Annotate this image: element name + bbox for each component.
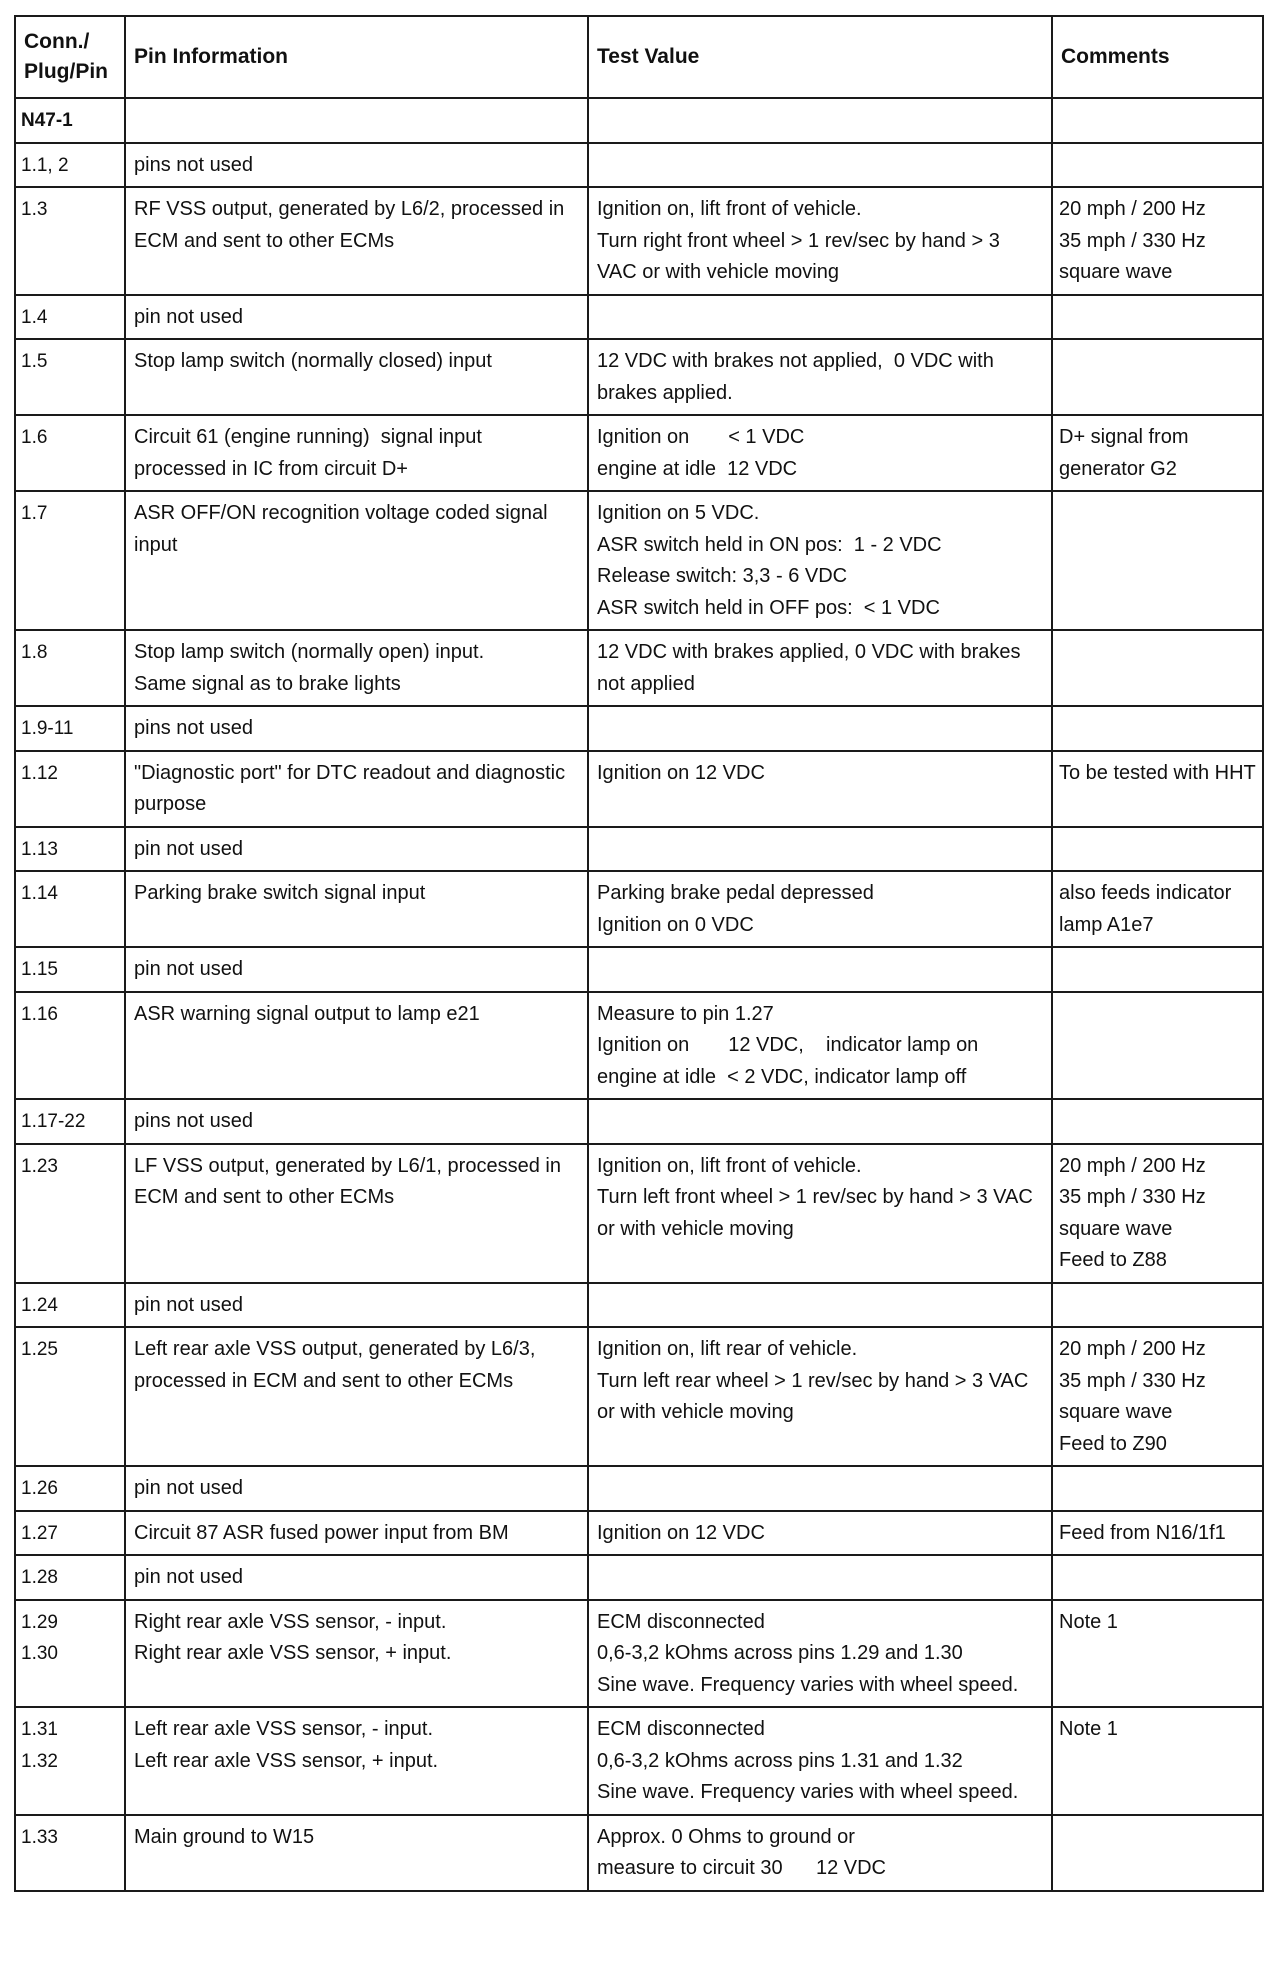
test-value-text: Ignition on, lift front of vehicle. [597, 1154, 862, 1177]
table-row [15, 491, 1263, 630]
pin-text: 1.12 [21, 762, 58, 784]
table-row [15, 630, 1263, 706]
table-row [15, 1555, 1263, 1600]
test-value-text: Ignition on 12 VDC, indicator lamp on [597, 1034, 979, 1056]
pin-text: 1.23 [21, 1155, 58, 1177]
pin-information-cell [125, 1283, 588, 1328]
test-value-cell [588, 1511, 1052, 1556]
pin-text: 1.33 [21, 1826, 58, 1848]
pin-information-text: LF VSS output, generated by L6/1, processed in ECM and sent to other ECMs [134, 1154, 567, 1208]
comments-cell [1052, 827, 1263, 872]
comments-cell [1052, 415, 1263, 491]
test-value-cell [588, 947, 1052, 992]
test-value-text: Sine wave. Frequency varies with wheel speed. [597, 1673, 1019, 1696]
test-value-cell [588, 992, 1052, 1100]
pin-information-text: pin not used [134, 958, 243, 980]
comments-text: 20 mph / 200 Hz [1059, 198, 1206, 220]
table-row [15, 187, 1263, 295]
pin-cell [15, 706, 125, 751]
pin-cell [15, 1511, 125, 1556]
test-value-text: Ignition on 5 VDC. [597, 502, 760, 524]
test-value-text: 12 VDC with brakes not applied, 0 VDC with brakes applied. [597, 350, 1000, 404]
test-value-cell [588, 339, 1052, 415]
pin-information-text: pin not used [134, 837, 243, 860]
test-value-text: Release switch: 3,3 - 6 VDC [597, 565, 848, 587]
pin-information-text: pin not used [134, 305, 243, 328]
pin-information-text: ASR warning signal output to lamp e21 [134, 1002, 480, 1025]
pin-information-text: Right rear axle VSS sensor, + input. [134, 1642, 452, 1664]
pin-information-cell [125, 1327, 588, 1466]
pin-text: N47-1 [21, 110, 73, 131]
pin-information-cell [125, 1144, 588, 1283]
table-row [15, 1144, 1263, 1283]
pin-text: 1.16 [21, 1003, 58, 1025]
pin-text: 1.8 [21, 642, 48, 663]
pin-information-cell [125, 1555, 588, 1600]
test-value-cell [588, 1099, 1052, 1144]
table-row [15, 706, 1263, 751]
pin-cell [15, 751, 125, 827]
header-conn-line2: Plug/Pin [24, 60, 108, 83]
pin-text: 1.26 [21, 1478, 58, 1499]
comments-cell [1052, 1555, 1263, 1600]
pin-cell [15, 1283, 125, 1328]
table-row [15, 1099, 1263, 1144]
comments-text: D+ signal from generator G2 [1059, 426, 1195, 480]
comments-cell [1052, 947, 1263, 992]
test-value-cell [588, 187, 1052, 295]
pin-text: 1.28 [21, 1567, 58, 1588]
header-conn-line1: Conn./ [24, 30, 90, 53]
pin-information-text: pin not used [134, 1477, 243, 1499]
table-row [15, 1283, 1263, 1328]
pin-information-cell [125, 1466, 588, 1511]
test-value-cell [588, 751, 1052, 827]
test-value-text: Ignition on 12 VDC [597, 761, 765, 784]
pin-text: 1.24 [21, 1294, 58, 1316]
comments-cell [1052, 1327, 1263, 1466]
test-value-text: Ignition on 0 VDC [597, 913, 754, 936]
table-row [15, 1511, 1263, 1556]
test-value-text: Turn right front wheel > 1 rev/sec by hand > 3 VAC or with vehicle moving [597, 229, 1006, 283]
test-value-cell [588, 491, 1052, 630]
test-value-text: ECM disconnected [597, 1610, 765, 1633]
pin-text: 1.15 [21, 959, 58, 980]
test-value-text: Approx. 0 Ohms to ground or [597, 1825, 855, 1848]
pin-information-cell [125, 187, 588, 295]
pin-information-cell [125, 706, 588, 751]
comments-cell [1052, 1815, 1263, 1891]
test-value-text: ASR switch held in ON pos: 1 - 2 VDC [597, 533, 942, 556]
table-row [15, 1815, 1263, 1891]
pin-text: 1.6 [21, 427, 48, 448]
pin-text: 1.32 [21, 1750, 58, 1772]
pin-information-cell [125, 1707, 588, 1815]
pin-text: 1.27 [21, 1522, 58, 1544]
table-row [15, 339, 1263, 415]
comments-text: 20 mph / 200 Hz [1059, 1338, 1206, 1360]
pin-information-cell [125, 415, 588, 491]
pin-information-table [14, 15, 1264, 1892]
pin-cell [15, 1099, 125, 1144]
comments-cell [1052, 295, 1263, 340]
table-row [15, 1327, 1263, 1466]
comments-cell [1052, 871, 1263, 947]
test-value-text: Parking brake pedal depressed [597, 882, 874, 904]
table-row [15, 1707, 1263, 1815]
pin-information-text: pin not used [134, 1566, 243, 1588]
comments-text: Feed to Z88 [1059, 1249, 1167, 1271]
pin-text: 1.1, 2 [21, 154, 69, 176]
pin-information-cell [125, 491, 588, 630]
pin-information-cell [125, 1600, 588, 1708]
pin-information-text: Circuit 87 ASR fused power input from BM [134, 1521, 509, 1544]
test-value-cell [588, 1600, 1052, 1708]
pin-text: 1.4 [21, 306, 48, 328]
test-value-cell [588, 630, 1052, 706]
pin-information-cell [125, 992, 588, 1100]
pin-information-cell [125, 630, 588, 706]
test-value-cell [588, 143, 1052, 188]
comments-cell [1052, 751, 1263, 827]
pin-cell [15, 295, 125, 340]
pin-cell [15, 143, 125, 188]
comments-text: 35 mph / 330 Hz [1059, 1186, 1206, 1208]
pin-cell [15, 630, 125, 706]
test-value-text: 12 VDC with brakes applied, 0 VDC with brakes not applied [597, 641, 1027, 695]
comments-cell [1052, 339, 1263, 415]
comments-text: square wave [1059, 1217, 1173, 1240]
pin-information-text: Left rear axle VSS sensor, - input. [134, 1718, 434, 1740]
pin-information-text: ASR OFF/ON recognition voltage coded signal input [134, 502, 554, 556]
pin-cell [15, 1707, 125, 1815]
test-value-text: 0,6-3,2 kOhms across pins 1.29 and 1.30 [597, 1642, 963, 1664]
pin-cell [15, 98, 125, 143]
table-body [15, 98, 1263, 1891]
test-value-text: 0,6-3,2 kOhms across pins 1.31 and 1.32 [597, 1749, 963, 1772]
table-row [15, 992, 1263, 1100]
pin-information-cell [125, 947, 588, 992]
pin-text: 1.5 [21, 351, 48, 372]
comments-text: Note 1 [1059, 1718, 1118, 1740]
pin-information-cell [125, 751, 588, 827]
pin-cell [15, 1555, 125, 1600]
test-value-text: Ignition on 12 VDC [597, 1521, 765, 1544]
pin-cell [15, 491, 125, 630]
pin-information-text: pins not used [134, 153, 253, 176]
pin-information-cell [125, 1099, 588, 1144]
pin-text: 1.13 [21, 838, 58, 860]
comments-cell [1052, 1600, 1263, 1708]
pin-information-text: Stop lamp switch (normally closed) input [134, 350, 492, 372]
pin-information-text: Left rear axle VSS sensor, + input. [134, 1749, 439, 1772]
pin-text: 1.3 [21, 199, 48, 220]
pin-text: 1.29 [21, 1611, 58, 1633]
pin-information-text: Left rear axle VSS output, generated by L6/3, processed in ECM and sent to other ECMs [134, 1338, 541, 1392]
table-row [15, 143, 1263, 188]
test-value-cell [588, 706, 1052, 751]
pin-information-text: Same signal as to brake lights [134, 672, 401, 695]
pin-cell [15, 992, 125, 1100]
pin-information-cell [125, 143, 588, 188]
comments-cell [1052, 143, 1263, 188]
pin-information-text: Right rear axle VSS sensor, - input. [134, 1610, 447, 1633]
pin-information-text: Circuit 61 (engine running) signal input processed in IC from circuit D+ [134, 426, 488, 480]
comments-cell [1052, 1283, 1263, 1328]
pin-text: 1.17-22 [21, 1111, 86, 1132]
header-test-value: Test Value [588, 16, 1052, 98]
test-value-cell [588, 415, 1052, 491]
pin-text: 1.31 [21, 1719, 58, 1740]
comments-cell [1052, 98, 1263, 143]
header-pin-information: Pin Information [125, 16, 588, 98]
pin-cell [15, 415, 125, 491]
comments-cell [1052, 992, 1263, 1100]
pin-text: 1.25 [21, 1339, 58, 1360]
pin-information-text: RF VSS output, generated by L6/2, processed in ECM and sent to other ECMs [134, 198, 570, 252]
table-row [15, 827, 1263, 872]
pin-text: 1.30 [21, 1643, 58, 1664]
pin-information-text: Parking brake switch signal input [134, 882, 426, 904]
comments-text: To be tested with HHT [1059, 761, 1256, 784]
pin-information-text: pins not used [134, 1110, 253, 1132]
pin-cell [15, 1327, 125, 1466]
pin-cell [15, 339, 125, 415]
pin-information-cell [125, 295, 588, 340]
pin-cell [15, 871, 125, 947]
pin-cell [15, 1144, 125, 1283]
comments-text: Note 1 [1059, 1610, 1118, 1633]
pin-information-text: Stop lamp switch (normally open) input. [134, 641, 485, 663]
pin-information-text: "Diagnostic port" for DTC readout and diagnostic purpose [134, 761, 571, 815]
table-row [15, 751, 1263, 827]
header-conn-plug-pin [15, 16, 125, 98]
pin-cell [15, 1600, 125, 1708]
comments-cell [1052, 706, 1263, 751]
test-value-cell [588, 1144, 1052, 1283]
comments-cell [1052, 187, 1263, 295]
pin-text: 1.14 [21, 883, 58, 904]
pin-cell [15, 827, 125, 872]
pin-information-cell [125, 98, 588, 143]
pin-cell [15, 947, 125, 992]
test-value-text: engine at idle 12 VDC [597, 457, 798, 480]
pin-cell [15, 1466, 125, 1511]
pin-information-cell [125, 339, 588, 415]
pin-information-text: Main ground to W15 [134, 1825, 315, 1848]
table-row [15, 415, 1263, 491]
test-value-cell [588, 1327, 1052, 1466]
test-value-text: Turn left front wheel > 1 rev/sec by hand > 3 VAC or with vehicle moving [597, 1186, 1039, 1240]
pin-text: 1.9-11 [21, 718, 74, 739]
table-row [15, 871, 1263, 947]
test-value-cell [588, 1815, 1052, 1891]
header-row [15, 16, 1263, 98]
table-row [15, 98, 1263, 143]
pin-information-cell [125, 827, 588, 872]
test-value-text: Ignition on, lift front of vehicle. [597, 198, 862, 220]
comments-text: 20 mph / 200 Hz [1059, 1154, 1206, 1177]
test-value-text: Measure to pin 1.27 [597, 1002, 774, 1025]
test-value-cell [588, 1283, 1052, 1328]
pin-information-cell [125, 1511, 588, 1556]
test-value-text: Ignition on < 1 VDC [597, 426, 805, 448]
comments-cell [1052, 1466, 1263, 1511]
pin-cell [15, 187, 125, 295]
test-value-cell [588, 827, 1052, 872]
table-row [15, 1600, 1263, 1708]
test-value-cell [588, 98, 1052, 143]
table-row [15, 1466, 1263, 1511]
test-value-text: Sine wave. Frequency varies with wheel speed. [597, 1781, 1019, 1803]
comments-cell [1052, 630, 1263, 706]
pin-information-cell [125, 871, 588, 947]
test-value-text: measure to circuit 30 12 VDC [597, 1857, 887, 1879]
test-value-cell [588, 1466, 1052, 1511]
pin-information-text: pin not used [134, 1293, 243, 1316]
test-value-cell [588, 1707, 1052, 1815]
comments-cell [1052, 491, 1263, 630]
pin-information-cell [125, 1815, 588, 1891]
comments-text: also feeds indicator lamp A1e7 [1059, 882, 1237, 936]
comments-text: 35 mph / 330 Hz [1059, 229, 1206, 252]
test-value-cell [588, 871, 1052, 947]
test-value-text: engine at idle < 2 VDC, indicator lamp off [597, 1065, 967, 1088]
pin-text: 1.7 [21, 503, 48, 524]
comments-text: Feed from N16/1f1 [1059, 1521, 1226, 1544]
test-value-text: ECM disconnected [597, 1718, 765, 1740]
comments-text: square wave [1059, 1401, 1173, 1423]
test-value-cell [588, 295, 1052, 340]
comments-text: Feed to Z90 [1059, 1432, 1167, 1455]
pin-information-text: pins not used [134, 717, 253, 739]
table-row [15, 295, 1263, 340]
header-comments: Comments [1052, 16, 1263, 98]
comments-text: square wave [1059, 261, 1173, 283]
comments-text: 35 mph / 330 Hz [1059, 1369, 1206, 1392]
test-value-text: ASR switch held in OFF pos: < 1 VDC [597, 596, 940, 619]
comments-cell [1052, 1707, 1263, 1815]
table-row [15, 947, 1263, 992]
comments-cell [1052, 1099, 1263, 1144]
pin-cell [15, 1815, 125, 1891]
test-value-text: Turn left rear wheel > 1 rev/sec by hand > 3 VAC or with vehicle moving [597, 1369, 1034, 1423]
test-value-text: Ignition on, lift rear of vehicle. [597, 1338, 858, 1360]
comments-cell [1052, 1511, 1263, 1556]
comments-cell [1052, 1144, 1263, 1283]
test-value-cell [588, 1555, 1052, 1600]
